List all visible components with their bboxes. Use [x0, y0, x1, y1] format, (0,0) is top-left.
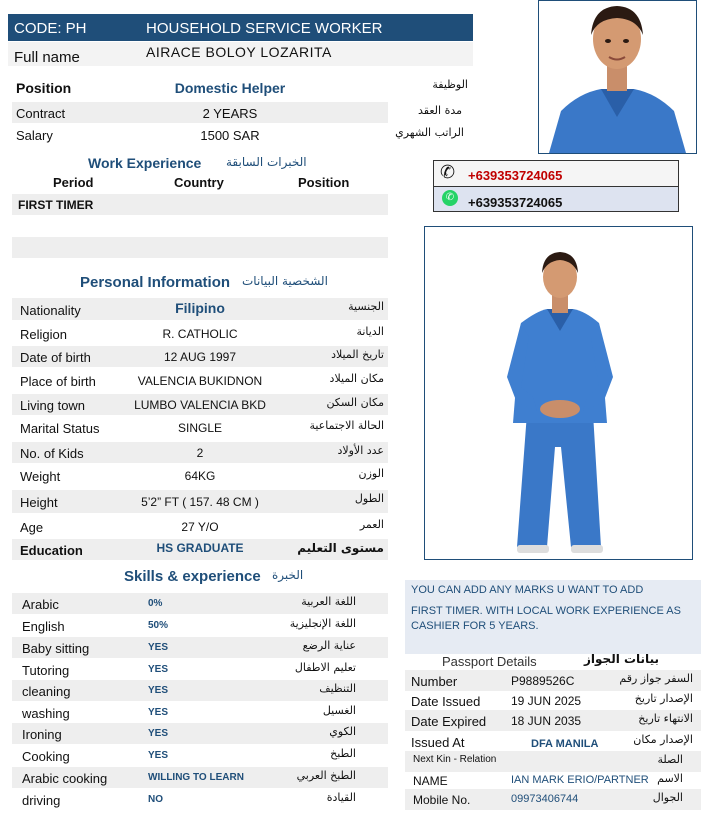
skill-level: YES — [148, 707, 169, 718]
personal-ar: تاريخ الميلاد — [331, 348, 384, 361]
full-name-row — [8, 42, 473, 66]
col-period: Period — [53, 175, 94, 190]
personal-label: Marital Status — [20, 421, 100, 436]
personal-value: 12 AUG 1997 — [163, 350, 237, 364]
skill-ar: الطبخ العربي — [296, 769, 356, 782]
passport-expired-label: Date Expired — [411, 714, 487, 729]
personal-value: HS GRADUATE — [156, 541, 244, 555]
whatsapp-row — [433, 186, 679, 212]
skill-label: cleaning — [22, 684, 71, 699]
personal-label: Living town — [20, 398, 86, 413]
personal-value: 27 Y/O — [181, 520, 219, 534]
personal-info-title: Personal Information — [80, 274, 231, 291]
phone-row — [433, 160, 679, 187]
next-kin-ar: الصلة — [657, 753, 683, 766]
skill-level: 50% — [148, 620, 169, 631]
personal-ar: عدد الأولاد — [337, 444, 384, 457]
passport-issued-at-row — [405, 731, 701, 752]
personal-ar: الحالة الاجتماعية — [309, 419, 384, 432]
position-row — [12, 76, 468, 98]
passport-issued-row — [405, 690, 701, 711]
work-experience-title: Work Experience — [88, 155, 202, 171]
passport-issued-at-value: DFA MANILA — [531, 738, 599, 750]
personal-row — [12, 394, 388, 415]
whatsapp-number: +639353724065 — [468, 195, 563, 210]
personal-ar: الديانة — [356, 325, 384, 338]
skill-row — [12, 723, 388, 744]
personal-value: 2 — [196, 446, 204, 460]
personal-ar: مستوى التعليم — [297, 541, 384, 555]
personal-row — [12, 346, 388, 367]
kin-name-value: IAN MARK ERIO/PARTNER — [511, 774, 649, 786]
personal-ar: مكان الميلاد — [329, 372, 384, 385]
work-experience-entry-row — [12, 194, 388, 215]
personal-row — [12, 465, 388, 486]
personal-label: Nationality — [20, 303, 81, 318]
skill-label: Tutoring — [22, 663, 70, 678]
skill-label: Arabic — [22, 597, 59, 612]
kin-name-label: NAME — [413, 774, 448, 788]
passport-number-label: Number — [411, 674, 458, 689]
kin-mobile-value: 09973406744 — [511, 793, 579, 805]
personal-ar: العمر — [359, 518, 384, 531]
work-experience-entry: FIRST TIMER — [18, 198, 94, 212]
personal-row — [12, 442, 388, 463]
full-body-illustration — [425, 227, 692, 559]
next-kin-row — [405, 751, 701, 772]
personal-label: Place of birth — [20, 374, 96, 389]
salary-ar: الراتب الشهري — [395, 126, 464, 139]
header-bar — [8, 14, 473, 41]
position-label: Position — [16, 80, 72, 96]
personal-row — [12, 370, 388, 391]
phone-number: +639353724065 — [468, 168, 563, 183]
personal-row — [12, 539, 388, 560]
skill-row — [12, 702, 388, 723]
skill-row — [12, 615, 388, 636]
skill-ar: الغسيل — [322, 704, 356, 717]
contract-ar: مدة العقد — [418, 104, 462, 117]
kin-mobile-label: Mobile No. — [413, 793, 471, 807]
personal-ar: مكان السكن — [326, 396, 384, 409]
passport-issued-label: Date Issued — [411, 694, 481, 709]
personal-label: Date of birth — [20, 350, 91, 365]
passport-expired-ar: الانتهاء تاريخ — [638, 712, 693, 725]
kin-mobile-ar: الجوال — [652, 791, 683, 804]
skill-row — [12, 680, 388, 701]
skill-ar: اللغة العربية — [301, 595, 356, 608]
position-ar: الوظيفة — [432, 78, 468, 91]
skill-ar: التنظيف — [319, 682, 356, 695]
headshot-photo — [538, 0, 697, 154]
skill-label: Arabic cooking — [22, 771, 108, 786]
personal-value: Filipino — [175, 300, 225, 316]
salary-row — [12, 124, 464, 145]
skill-label: Ironing — [22, 727, 62, 742]
skill-ar: الكوي — [329, 725, 356, 738]
skill-ar: تعليم الاطفال — [294, 661, 356, 674]
skill-label: Baby sitting — [22, 641, 90, 656]
whatsapp-icon: ✆ — [442, 190, 458, 206]
position-value: Domestic Helper — [174, 80, 286, 96]
full-name-value: AIRACE BOLOY LOZARITA — [146, 44, 332, 60]
header-title: HOUSEHOLD SERVICE WORKER — [146, 20, 383, 37]
phone-icon: ✆ — [440, 162, 456, 183]
skill-label: English — [22, 619, 65, 634]
skill-row — [12, 767, 388, 788]
personal-ar: الوزن — [358, 467, 384, 480]
skill-level: YES — [148, 685, 169, 696]
passport-issued-at-label: Issued At — [411, 735, 465, 750]
passport-issued-at-ar: الإصدار مكان — [633, 733, 693, 746]
personal-row — [12, 490, 388, 513]
col-country: Country — [174, 175, 224, 190]
work-experience-title-ar: الخبرات السابقة — [226, 155, 307, 169]
personal-row — [12, 516, 388, 537]
passport-number-ar: السفر جواز رقم — [619, 672, 693, 685]
skill-row — [12, 637, 388, 658]
skill-label: washing — [22, 706, 70, 721]
personal-value: 5’2” FT ( 157. 48 CM ) — [141, 495, 259, 509]
work-experience-empty-row — [12, 237, 388, 258]
personal-value: VALENCIA BUKIDNON — [137, 374, 263, 388]
contract-row — [12, 102, 462, 123]
personal-row — [12, 323, 388, 344]
personal-label: Weight — [20, 469, 61, 484]
personal-ar: الجنسية — [348, 300, 384, 313]
skill-label: Cooking — [22, 749, 70, 764]
headshot-illustration — [539, 1, 696, 153]
skill-row — [12, 745, 388, 766]
full-name-label: Full name — [14, 49, 80, 66]
passport-title: Passport Details — [442, 654, 537, 669]
personal-info-title-ar: الشخصية البيانات — [242, 274, 328, 288]
skill-level: 0% — [148, 598, 163, 609]
personal-label: Education — [20, 543, 83, 558]
passport-expired-value: 18 JUN 2035 — [511, 714, 582, 728]
personal-label: Religion — [20, 327, 67, 342]
personal-value: SINGLE — [177, 421, 222, 435]
skill-level: NO — [148, 794, 163, 805]
skill-level: YES — [148, 642, 169, 653]
skill-row — [12, 789, 388, 810]
skill-label: driving — [22, 793, 61, 808]
skill-level: YES — [148, 664, 169, 675]
skills-title-ar: الخبرة — [272, 568, 304, 582]
skill-level: YES — [148, 728, 169, 739]
col-position: Position — [298, 175, 350, 190]
skill-ar: اللغة الإنجليزية — [289, 617, 356, 630]
skill-ar: عناية الرضع — [302, 639, 356, 652]
personal-label: Height — [20, 495, 58, 510]
skills-title: Skills & experience — [124, 568, 261, 585]
personal-ar: الطول — [354, 492, 384, 505]
skill-ar: القيادة — [326, 791, 356, 804]
salary-label: Salary — [16, 128, 53, 143]
personal-label: No. of Kids — [20, 446, 84, 461]
passport-number-value: P9889526C — [511, 674, 575, 688]
contract-value: 2 YEARS — [202, 106, 258, 121]
remarks-box — [405, 580, 701, 654]
skill-row — [12, 593, 388, 614]
personal-row — [12, 298, 388, 320]
personal-value: R. CATHOLIC — [162, 327, 238, 341]
passport-number-row — [405, 670, 701, 691]
kin-name-ar: الاسم — [657, 772, 683, 785]
personal-label: Age — [20, 520, 44, 535]
skill-level: YES — [148, 750, 169, 761]
passport-issued-ar: الإصدار تاريخ — [634, 692, 693, 705]
contract-label: Contract — [16, 106, 66, 121]
remarks-line2: FIRST TIMER. WITH LOCAL WORK EXPERIENCE AS CASHIER FOR 5 YEARS. — [411, 605, 681, 632]
passport-title-ar: بيانات الجواز — [584, 652, 659, 666]
remarks-line1: YOU CAN ADD ANY MARKS U WANT TO ADD — [411, 584, 644, 596]
personal-row — [12, 417, 388, 438]
full-body-photo — [424, 226, 693, 560]
salary-value: 1500 SAR — [200, 128, 260, 143]
passport-issued-value: 19 JUN 2025 — [511, 694, 582, 708]
kin-name-row — [405, 770, 701, 791]
passport-expired-row — [405, 710, 701, 731]
personal-value: 64KG — [184, 469, 216, 483]
personal-value: LUMBO VALENCIA BKD — [134, 398, 266, 412]
skill-ar: الطبخ — [330, 747, 356, 760]
skill-row — [12, 659, 388, 680]
code-label: CODE: PH — [14, 20, 87, 37]
skill-level: WILLING TO LEARN — [148, 772, 244, 783]
kin-mobile-row — [405, 789, 701, 810]
next-kin-label: Next Kin - Relation — [413, 754, 497, 765]
